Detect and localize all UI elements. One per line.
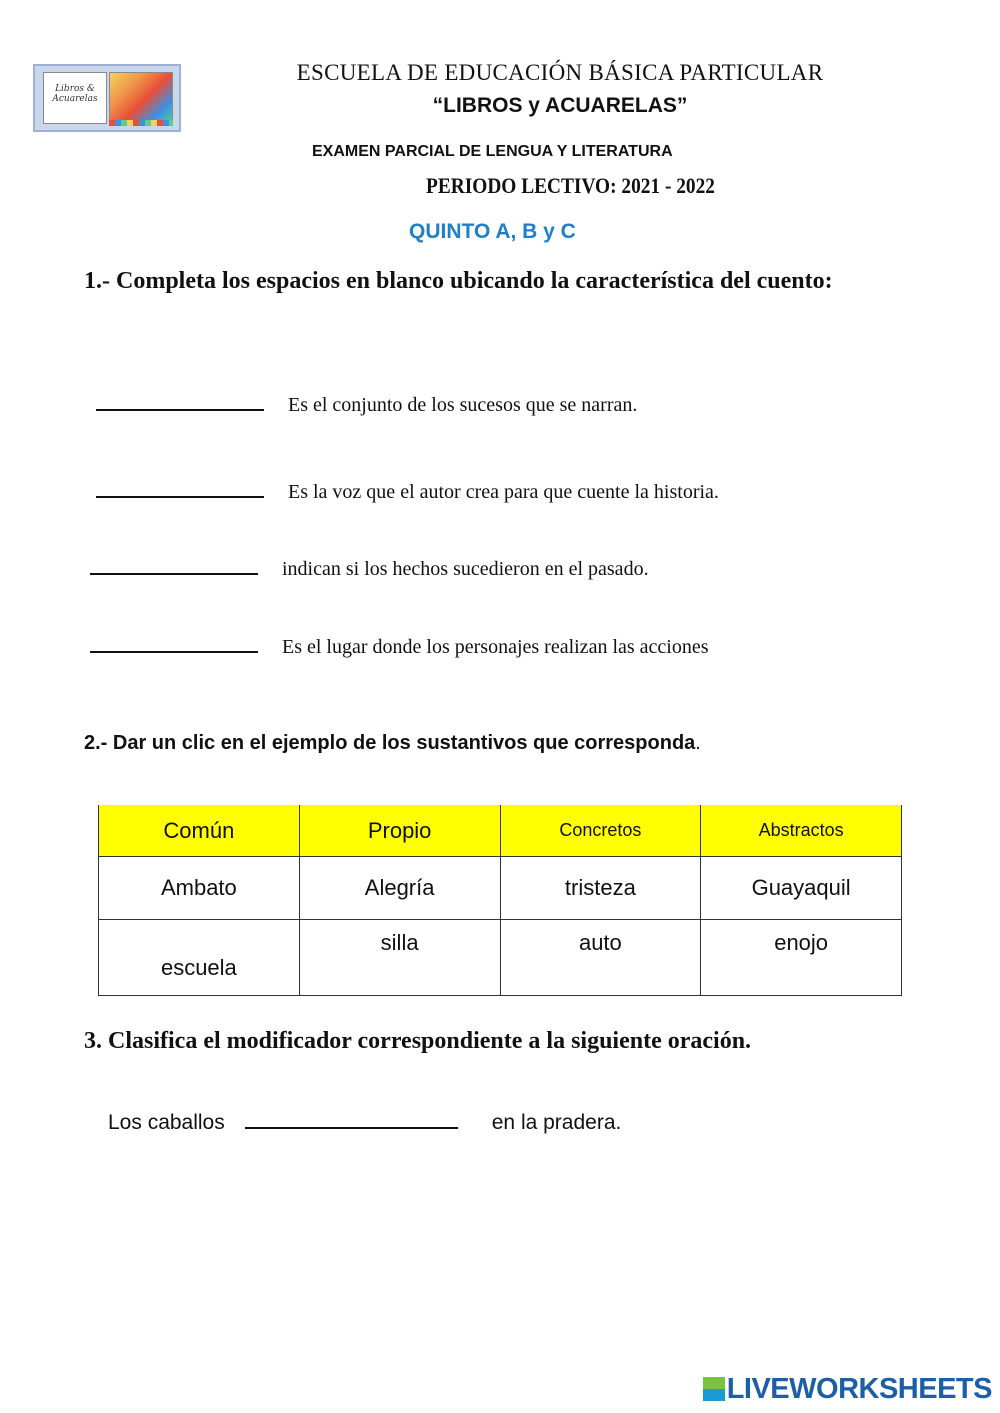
noun-option[interactable]: Ambato bbox=[99, 857, 300, 920]
item-text: Es el lugar donde los personajes realizan las acciones bbox=[282, 636, 709, 658]
question-1-title: 1.- Completa los espacios en blanco ubicando la característica del cuento: bbox=[84, 268, 833, 294]
item-text: Es la voz que el autor crea para que cuente la historia. bbox=[288, 481, 719, 503]
logo-palette-image bbox=[109, 72, 173, 124]
school-logo bbox=[33, 64, 181, 132]
logo-text: Libros & Acuarelas bbox=[52, 84, 98, 104]
noun-option[interactable]: auto bbox=[500, 920, 701, 996]
header-propio: Propio bbox=[299, 805, 500, 857]
question-1-item bbox=[90, 636, 709, 659]
noun-option[interactable]: silla bbox=[299, 920, 500, 996]
noun-option[interactable]: escuela bbox=[99, 920, 300, 996]
question-1-item bbox=[96, 394, 637, 417]
question-3-sentence bbox=[108, 1111, 621, 1135]
header-concretos: Concretos bbox=[500, 805, 701, 857]
noun-option[interactable]: enojo bbox=[701, 920, 902, 996]
school-period: PERIODO LECTIVO: 2021 - 2022 bbox=[426, 173, 715, 198]
school-name: ESCUELA DE EDUCACIÓN BÁSICA PARTICULAR bbox=[296, 60, 824, 85]
answer-blank[interactable] bbox=[96, 494, 264, 498]
logo-color-stripe bbox=[109, 120, 173, 126]
noun-option[interactable]: tristeza bbox=[500, 857, 701, 920]
grade-label: QUINTO A, B y C bbox=[409, 220, 576, 243]
item-text: Es el conjunto de los sucesos que se narran. bbox=[288, 394, 638, 416]
table-row bbox=[99, 920, 902, 996]
noun-option[interactable]: Guayaquil bbox=[701, 857, 902, 920]
question-2-title bbox=[84, 732, 701, 755]
answer-blank[interactable] bbox=[90, 571, 258, 575]
question-1-item bbox=[96, 481, 719, 504]
sentence-end: en la pradera. bbox=[491, 1111, 622, 1134]
question-2-period: . bbox=[695, 732, 701, 754]
question-2-text: 2.- Dar un clic en el ejemplo de los sustantivos que corresponda bbox=[84, 732, 696, 754]
modifier-blank[interactable] bbox=[245, 1125, 458, 1129]
liveworksheets-brand[interactable] bbox=[703, 1373, 992, 1406]
sentence-start: Los caballos bbox=[108, 1111, 225, 1134]
brand-text: LIVEWORKSHEETS bbox=[726, 1373, 992, 1405]
noun-option[interactable]: Alegría bbox=[299, 857, 500, 920]
question-3-title: 3. Clasifica el modificador correspondiente a la siguiente oración. bbox=[84, 1028, 752, 1054]
nouns-table bbox=[98, 805, 902, 996]
institution-name: “LIBROS y ACUARELAS” bbox=[432, 94, 688, 117]
item-text: indican si los hechos sucedieron en el pasado. bbox=[282, 558, 649, 580]
table-row bbox=[99, 857, 902, 920]
liveworksheets-logo-icon bbox=[703, 1377, 725, 1401]
header-abstractos: Abstractos bbox=[701, 805, 902, 857]
header-comun: Común bbox=[99, 805, 300, 857]
answer-blank[interactable] bbox=[90, 649, 258, 653]
question-1-item bbox=[90, 558, 649, 581]
table-header-row bbox=[99, 805, 902, 857]
exam-title: EXAMEN PARCIAL DE LENGUA Y LITERATURA bbox=[312, 143, 673, 160]
answer-blank[interactable] bbox=[96, 407, 264, 411]
